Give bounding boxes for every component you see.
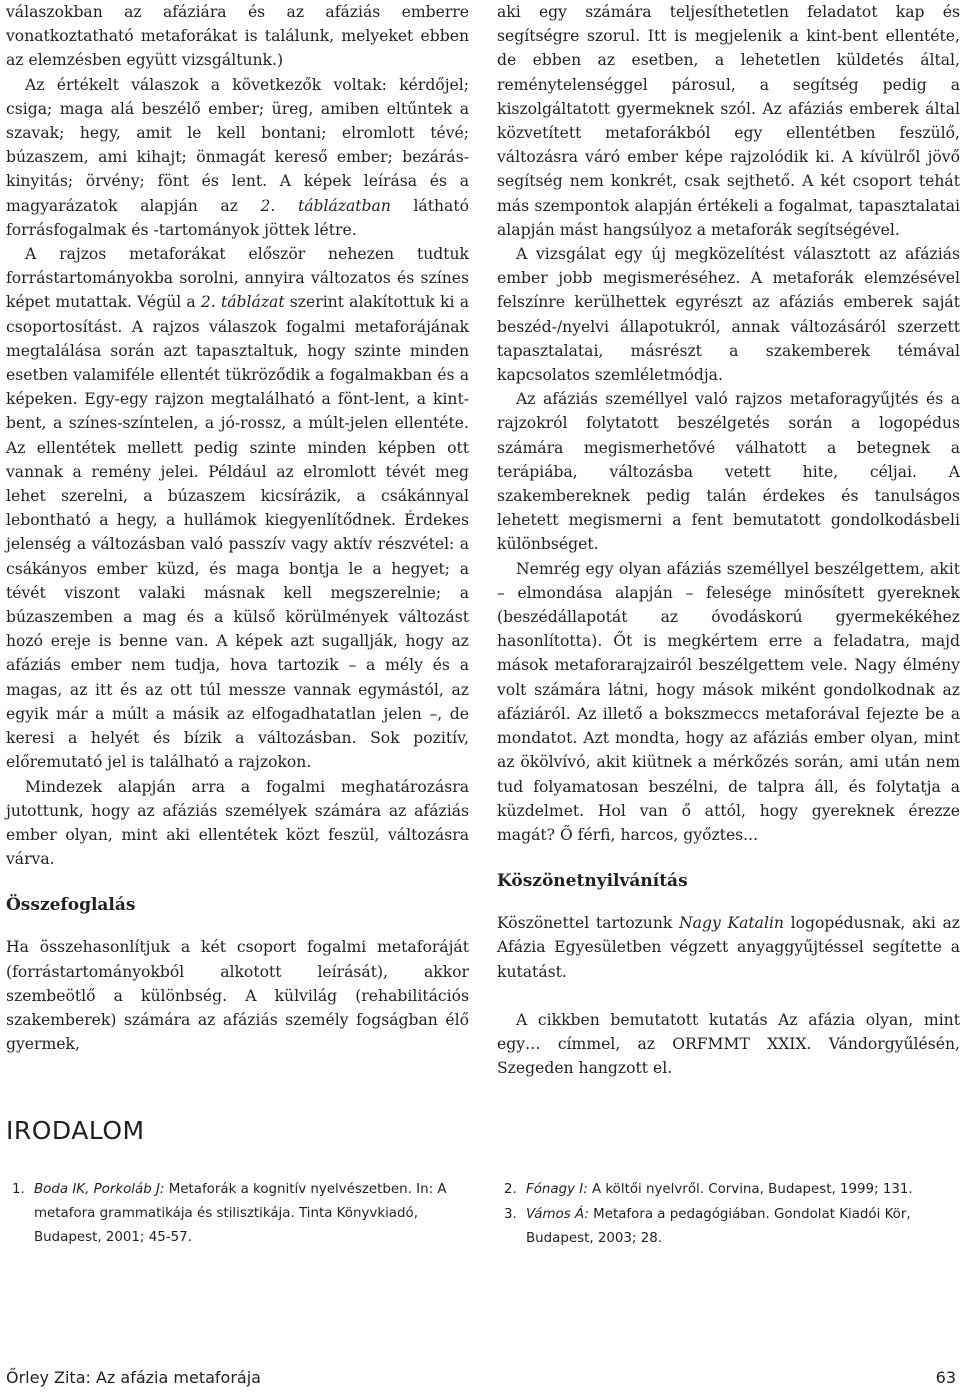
paragraph: Ha összehasonlítjuk a két csoport fogalmi metaforáját (forrástartományokból alkotott leírását), akkor szembeötlő a különbség. A külvilág (rehabilitációs szakemberek) számára az afáziás személy fogságban élő gyermek,: [6, 938, 469, 1054]
paragraph: Nemrég egy olyan afáziás személlyel beszélgettem, akit – elmondása alapján – felesége minősített gyereknek (beszédállapotát az óvodáskorú gyermekékéhez hasonlította). Őt is megkértem erre a feladatra, majd mások metaforarajzairól beszélgettem vele. Nagy élmény volt számára látni, hogy mások miként gondolkodnak az afáziáról. Az illető a bokszmeccs metaforával fejezte be a mondatot. Azt mondta, hogy az afáziás ember olyan, mint az ökölvívó, akit kiütnek a mérkőzés során, ami után nem tud folyamatosan beszélni, de talpra áll, és folytatja a küzdelmet. Hol van ő attól, hogy gyereknek érezze magát? Ő férfi, harcos, győztes...: [497, 559, 960, 844]
paragraph: Köszönettel tartozunk Nagy Katalin logopédusnak, aki az Afázia Egyesületben végzett anyaggyűjtéssel segítette a kutatást.: [497, 914, 960, 981]
reference-authors: Fónagy I:: [526, 1182, 588, 1197]
paragraph: Az értékelt válaszok a következők voltak: kérdőjel; csiga; maga alá beszélő ember; üreg, amiben eltűntek a szavak; hegy, amit le kell bontani; elromlott tévé; búzaszem, ami kihajt; önmagát kereső ember; bezárás-kinyitás; örvény; fönt és lent. A képek leírása és a magyarázatok alapján az 2. táblázatban látható forrásfogalmak és -tartományok jöttek létre.: [6, 75, 469, 239]
reference-list-right: [504, 1178, 954, 1252]
table-reference: 2. táblázatban: [260, 196, 391, 215]
reference-list-left: [12, 1178, 472, 1251]
reference-item: 2. Fónagy I: A költői nyelvről. Corvina, Budapest, 1999; 131.: [504, 1182, 913, 1197]
paragraph: A cikkben bemutatott kutatás Az afázia olyan, mint egy… címmel, az ORFMMT XXIX. Vándorgyűlésén, Szegeden hangzott el.: [497, 1010, 960, 1078]
reference-authors: Boda IK, Porkoláb J:: [34, 1182, 165, 1197]
table-reference: 2. táblázat: [200, 293, 285, 312]
running-title: Őrley Zita: Az afázia metaforája: [6, 1368, 261, 1387]
right-column: [497, 0, 960, 1080]
person-name: Nagy Katalin: [679, 914, 784, 933]
paragraph: Mindezek alapján arra a fogalmi meghatározásra jutottunk, hogy az afáziás személyek számára az afáziás ember olyan, mint aki ellentétek közt feszül, változásra várva.: [6, 777, 469, 869]
paragraph: A vizsgálat egy új megközelítést választott az afáziás ember jobb megismeréséhez. A metaforák elemzésével felszínre kerülhettek egyrészt az afáziás emberek saját beszéd-/nyelvi állapotukról, annak változásáról szerzett tapasztalatai, másrészt a szakemberek témával kapcsolatos szemléletmódja.: [497, 245, 960, 385]
reference-item: 3. Vámos Á: Metafora a pedagógiában. Gondolat Kiadói Kör, Budapest, 2003; 28.: [504, 1207, 911, 1246]
paragraph: Az afáziás személlyel való rajzos metaforagyűjtés és a rajzokról folytatott beszélgetés során a logopédus számára megismerhetővé válhatott a betegnek a terápiába, változásba vetett hite, céljai. A szakembereknek pedig talán érdekes és tanulságos lehetett megismerni a fent bemutatott gondolkodásbeli különbséget.: [497, 390, 960, 554]
paragraph: válaszokban az afáziára és az afáziás emberre vonatkoztatható metaforákat is találunk, melyeket ebben az elemzésben együtt vizsgáltunk.): [6, 3, 469, 70]
paragraph: aki egy számára teljesíthetetlen feladatot kap és segítségre szorul. Itt is megjelenik a kint-bent ellentéte, de ebben az esetben, a lehetetlen küldetés által, reménytelenséggel párosul, a segítség pedig a kiszolgáltatott gyermeknek szól. Az afáziás emberek által közvetített metaforákból egy ellentétben feszülő, változásra váró ember képe rajzolódik ki. A kívülről jövő segítség nem konkrét, csak sejthető. A két csoport tehát más szempontok alapján értékeli a fogalmat, tapasztalatai alapján mást hangsúlyoz a metaforák segítségével.: [497, 3, 960, 239]
reference-authors: Vámos Á:: [526, 1207, 589, 1222]
paragraph: A rajzos metaforákat először nehezen tudtuk forrástartományokba sorolni, annyira változatos és színes képet mutattak. Végül a 2. táblázat szerint alakítottuk ki a csoportosítást. A rajzos válaszok fogalmi metaforájának megtalálása során azt tapasztaltuk, hogy szinte minden esetben valamiféle ellentét tükröződik a fogalmakban és a képeken. Egy-egy rajzon megtalálható a fönt-lent, a kint-bent, a színes-színtelen, a jó-rossz, a múlt-jelen ellentéte. Az ellentétek mellett pedig szinte minden képben ott vannak a remény jelei. Például az elromlott tévét meg lehet szerelni, a búzaszem kicsírázik, a csákánnyal lebontható a hegy, a hullámok kiegyenlítődnek. Érdekes jelenség a változásban való passzív vagy aktív részvétel: a csákányos ember küzd, és maga bontja le a hegyet; a tévét viszont valaki másnak kell megszerelnie; a búzaszemben a mag és a külső körülmények változást hozó ereje is benne van. A képek azt sugallják, hogy az afáziás ember nem tudja, hova tartozik – a mély és a magas, az itt és az ott túl messze vannak egymástól, az egyik már a múlt a másik az elfogadhatatlan jelen –, de keresi a helyét és bízik a változásban. Sok pozitív, előremutató jel is található a rajzokon.: [6, 245, 469, 772]
reference-item: 1. Boda IK, Porkoláb J: Metaforák a kognitív nyelvészetben. In: A metafora grammatikája és stilisztikája. Tinta Könyvkiadó, Budapest, 2001; 45-57.: [12, 1182, 447, 1245]
section-heading-osszefoglalas: Összefoglalás: [6, 895, 136, 916]
left-column: [6, 0, 469, 1056]
section-heading-koszonetnyilvanitas: Köszönetnyilvánítás: [497, 871, 688, 892]
page-number: 63: [935, 1368, 956, 1387]
references-heading: IRODALOM: [6, 1116, 145, 1145]
